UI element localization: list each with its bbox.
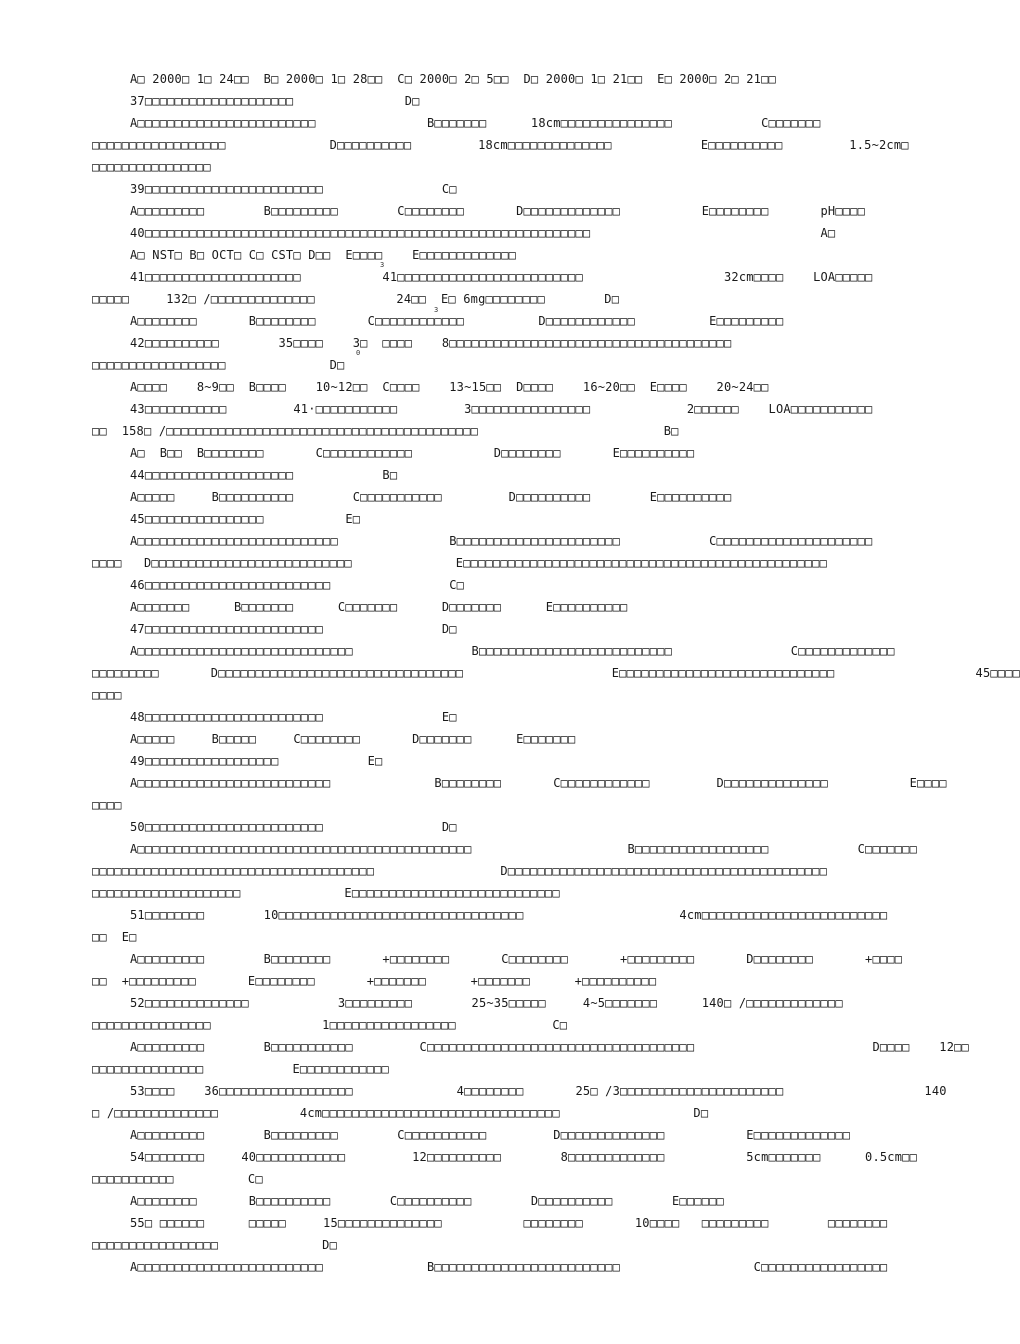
superscript-mark: 3 bbox=[434, 306, 439, 314]
text-line: □□ E□ bbox=[92, 930, 137, 944]
question-41: 41□□□□□□□□□□□□□□□□□□□□□ 41□□□□□□□□□□□□□□□□□□□□□□□□□ 32cm□□□□ LOA□□□□□ bbox=[130, 270, 873, 284]
text-line: A□ NST□ B□ OCT□ C□ CST□ D□□ E□□□□ E□□□□□□□□□□□□□ bbox=[130, 248, 517, 262]
question-44: 44□□□□□□□□□□□□□□□□□□□□ B□ bbox=[130, 468, 398, 482]
superscript-mark: 3 bbox=[380, 261, 385, 269]
text-line: □□□□□□□□□□□□□□□ E□□□□□□□□□□□□ bbox=[92, 1062, 389, 1076]
text-line: □□□□□□□□□□□□□□□□ bbox=[92, 160, 211, 174]
question-42: 42□□□□□□□□□□ 35□□□□ 3□ □□□□ 8□□□□□□□□□□□□□□□□□□□□□□□□□□□□□□□□□□□□□□ bbox=[130, 336, 732, 350]
text-line: □□ 158□ /□□□□□□□□□□□□□□□□□□□□□□□□□□□□□□□□□□□□□□□□□□ B□ bbox=[92, 424, 679, 438]
text-line: A□□□□□ B□□□□□ C□□□□□□□□ D□□□□□□□ E□□□□□□□ bbox=[130, 732, 576, 746]
text-line: A□□□□□□□ B□□□□□□□ C□□□□□□□ D□□□□□□□ E□□□□□□□□□□ bbox=[130, 600, 628, 614]
question-37: 37□□□□□□□□□□□□□□□□□□□□ D□ bbox=[130, 94, 420, 108]
superscript-mark: 0 bbox=[356, 349, 361, 357]
question-53: 53□□□□ 36□□□□□□□□□□□□□□□□□□ 4□□□□□□□□ 25□ /3□□□□□□□□□□□□□□□□□□□□□□ 140 bbox=[130, 1084, 947, 1098]
text-line: □□□□□□□□□□□□□□□□□□ D□□□□□□□□□□ 18cm□□□□□□□□□□□□□□ E□□□□□□□□□□ 1.5~2cm□ bbox=[92, 138, 909, 152]
question-40: 40□□□□□□□□□□□□□□□□□□□□□□□□□□□□□□□□□□□□□□□□□□□□□□□□□□□□□□□□□□□□ A□ bbox=[130, 226, 836, 240]
text-line: □□□□□□□□□□□□□□□□□□□□ E□□□□□□□□□□□□□□□□□□□□□□□□□□□□ bbox=[92, 886, 560, 900]
question-49: 49□□□□□□□□□□□□□□□□□□ E□ bbox=[130, 754, 383, 768]
text-line: A□□□□□□□□□□□□□□□□□□□□□□□□□□□ B□□□□□□□□□□□□□□□□□□□□□□ C□□□□□□□□□□□□□□□□□□□□□ bbox=[130, 534, 873, 548]
text-line: A□□□□□□□□□□□□□□□□□□□□□□□□ B□□□□□□□ 18cm□□□□□□□□□□□□□□□ C□□□□□□□ bbox=[130, 116, 821, 130]
text-line: A□□□□□□□□□□□□□□□□□□□□□□□□□□□□□ B□□□□□□□□□□□□□□□□□□□□□□□□□□ C□□□□□□□□□□□□□ bbox=[130, 644, 895, 658]
text-line: A□□□□□□□□□ B□□□□□□□□□ C□□□□□□□□□□□ D□□□□□□□□□□□□□□ E□□□□□□□□□□□□□ bbox=[130, 1128, 851, 1142]
question-39: 39□□□□□□□□□□□□□□□□□□□□□□□□ C□ bbox=[130, 182, 457, 196]
text-line: □□□□□□□□□□□□□□□□□□ D□ bbox=[92, 358, 345, 372]
text-line: □□□□ bbox=[92, 688, 122, 702]
text-line: A□ B□□ B□□□□□□□□ C□□□□□□□□□□□□ D□□□□□□□□ E□□□□□□□□□□ bbox=[130, 446, 695, 460]
question-54: 54□□□□□□□□ 40□□□□□□□□□□□□ 12□□□□□□□□□□ 8□□□□□□□□□□□□□ 5cm□□□□□□□ 0.5cm□□ bbox=[130, 1150, 918, 1164]
question-45: 45□□□□□□□□□□□□□□□□ E□ bbox=[130, 512, 361, 526]
question-52: 52□□□□□□□□□□□□□□ 3□□□□□□□□□ 25~35□□□□□ 4~5□□□□□□□ 140□ /□□□□□□□□□□□□□ bbox=[130, 996, 843, 1010]
text-line: □□□□□□□□□ D□□□□□□□□□□□□□□□□□□□□□□□□□□□□□□□□□ E□□□□□□□□□□□□□□□□□□□□□□□□□□□□□ 45□□□□ bbox=[92, 666, 1020, 680]
text-line: A□□□□□□□□ B□□□□□□□□ C□□□□□□□□□□□□ D□□□□□□□□□□□□ E□□□□□□□□□ bbox=[130, 314, 784, 328]
question-47: 47□□□□□□□□□□□□□□□□□□□□□□□□ D□ bbox=[130, 622, 457, 636]
text-line: □□□□□ 132□ /□□□□□□□□□□□□□□ 24□□ E□ 6mg□□□□□□□□ D□ bbox=[92, 292, 620, 306]
text-line: □□ +□□□□□□□□□ E□□□□□□□□ +□□□□□□□ +□□□□□□□ +□□□□□□□□□□ bbox=[92, 974, 657, 988]
question-50: 50□□□□□□□□□□□□□□□□□□□□□□□□ D□ bbox=[130, 820, 457, 834]
text-line: A□□□□□ B□□□□□□□□□□ C□□□□□□□□□□□ D□□□□□□□□□□ E□□□□□□□□□□ bbox=[130, 490, 732, 504]
text-line: A□□□□□□□□□ B□□□□□□□□□□□ C□□□□□□□□□□□□□□□□□□□□□□□□□□□□□□□□□□□□ D□□□□ 12□□ bbox=[130, 1040, 969, 1054]
text-line: A□□□□□□□□□ B□□□□□□□□□ C□□□□□□□□ D□□□□□□□□□□□□□ E□□□□□□□□ pH□□□□ bbox=[130, 204, 866, 218]
question-46: 46□□□□□□□□□□□□□□□□□□□□□□□□□ C□ bbox=[130, 578, 465, 592]
text-line: □□□□□□□□□□□ C□ bbox=[92, 1172, 263, 1186]
text-line: □□□□□□□□□□□□□□□□□□□□□□□□□□□□□□□□□□□□□□ D□□□□□□□□□□□□□□□□□□□□□□□□□□□□□□□□□□□□□□□□□□□ bbox=[92, 864, 828, 878]
text-line: □□□□□□□□□□□□□□□□□ D□ bbox=[92, 1238, 338, 1252]
question-43: 43□□□□□□□□□□□ 41·□□□□□□□□□□□ 3□□□□□□□□□□□□□□□□ 2□□□□□□ LOA□□□□□□□□□□□ bbox=[130, 402, 873, 416]
question-55: 55□ □□□□□□ □□□□□ 15□□□□□□□□□□□□□□ □□□□□□□□ 10□□□□ □□□□□□□□□ □□□□□□□□ bbox=[130, 1216, 888, 1230]
text-line: A□□□□ 8~9□□ B□□□□ 10~12□□ C□□□□ 13~15□□ D□□□□ 16~20□□ E□□□□ 20~24□□ bbox=[130, 380, 769, 394]
question-51: 51□□□□□□□□ 10□□□□□□□□□□□□□□□□□□□□□□□□□□□□□□□□□ 4cm□□□□□□□□□□□□□□□□□□□□□□□□□ bbox=[130, 908, 888, 922]
text-line: A□□□□□□□□□□□□□□□□□□□□□□□□□□□□□□□□□□□□□□□□□□□□□ B□□□□□□□□□□□□□□□□□□ C□□□□□□□ bbox=[130, 842, 918, 856]
text-line: A□□□□□□□□□ B□□□□□□□□ +□□□□□□□□ C□□□□□□□□ +□□□□□□□□□ D□□□□□□□□ +□□□□ bbox=[130, 952, 903, 966]
text-line: □□□□ bbox=[92, 798, 122, 812]
text-line: A□□□□□□□□□□□□□□□□□□□□□□□□□□ B□□□□□□□□ C□□□□□□□□□□□□ D□□□□□□□□□□□□□□ E□□□□ bbox=[130, 776, 947, 790]
text-line: A□□□□□□□□□□□□□□□□□□□□□□□□□ B□□□□□□□□□□□□□□□□□□□□□□□□□ C□□□□□□□□□□□□□□□□□ bbox=[130, 1260, 888, 1274]
text-line: A□ 2000□ 1□ 24□□ B□ 2000□ 1□ 28□□ C□ 2000□ 2□ 5□□ D□ 2000□ 1□ 21□□ E□ 2000□ 2□ 21□□ bbox=[130, 72, 776, 86]
question-48: 48□□□□□□□□□□□□□□□□□□□□□□□□ E□ bbox=[130, 710, 457, 724]
text-line: □ /□□□□□□□□□□□□□□ 4cm□□□□□□□□□□□□□□□□□□□□□□□□□□□□□□□□ D□ bbox=[92, 1106, 709, 1120]
text-line: □□□□□□□□□□□□□□□□ 1□□□□□□□□□□□□□□□□□ C□ bbox=[92, 1018, 568, 1032]
text-line: □□□□ D□□□□□□□□□□□□□□□□□□□□□□□□□□□ E□□□□□□□□□□□□□□□□□□□□□□□□□□□□□□□□□□□□□□□□□□□□□□□□□ bbox=[92, 556, 828, 570]
text-line: A□□□□□□□□ B□□□□□□□□□□ C□□□□□□□□□□ D□□□□□□□□□□ E□□□□□□ bbox=[130, 1194, 724, 1208]
